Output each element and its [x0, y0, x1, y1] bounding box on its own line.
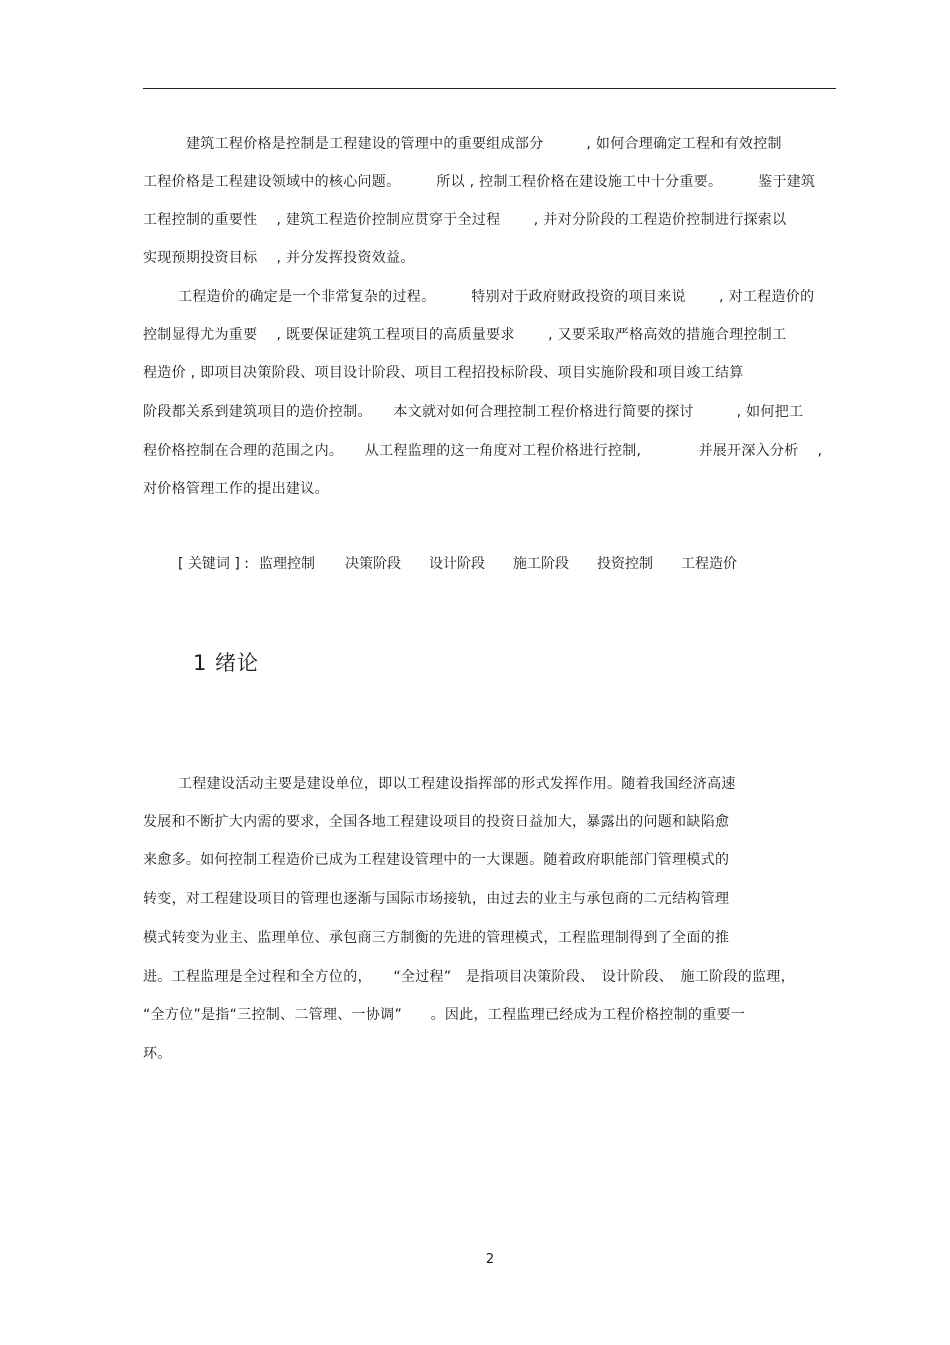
body-line: 发展和不断扩大内需的要求，全国各地工程建设项目的投资日益加大，暴露出的问题和缺陷愈: [143, 814, 730, 830]
body-line: “全方位”是指“三控制、二管理、一协调” 。因此，工程监理已经成为工程价格控制的重要一: [143, 1007, 746, 1023]
body-line: 进。工程监理是全过程和全方位的， “全过程” 是指项目决策阶段、 设计阶段、 施工阶段的监理，: [143, 969, 795, 985]
body-line: 转变，对工程建设项目的管理也逐渐与国际市场接轨，由过去的业主与承包商的二元结构管理: [143, 891, 730, 907]
body-line: 工程建设活动主要是建设单位，即以工程建设指挥部的形式发挥作用。随着我国经济高速: [178, 776, 736, 792]
abstract-line: 阶段都关系到建筑项目的造价控制。 本文就对如何合理控制工程价格进行简要的探讨 , 如何把工: [143, 404, 804, 420]
abstract-line: 程造价 , 即项目决策阶段、项目设计阶段、项目工程招投标阶段、项目实施阶段和项目竣工结算: [143, 365, 744, 381]
keyword-item: 施工阶段: [513, 556, 569, 572]
abstract-line: 工程控制的重要性 , 建筑工程造价控制应贯穿于全过程 , 并对分阶段的工程造价控制进行探索以: [143, 212, 787, 228]
keyword-item: 监理控制: [259, 556, 315, 572]
body-line: 环。: [143, 1046, 172, 1062]
abstract-line: 工程价格是工程建设领域中的核心问题。 所以 , 控制工程价格在建设施工中十分重要。 鉴于建筑: [143, 174, 816, 190]
header-rule: [143, 88, 836, 89]
page-number: 2: [485, 1252, 495, 1267]
keywords-label: [ 关键词 ] :: [178, 556, 249, 572]
body-line: 来愈多。如何控制工程造价已成为工程建设管理中的一大课题。随着政府职能部门管理模式的: [143, 852, 730, 868]
abstract-line: 程价格控制在合理的范围之内。 从工程监理的这一角度对工程价格进行控制, 并展开深入分析 ,: [143, 443, 823, 459]
abstract-line: 建筑工程价格是控制是工程建设的管理中的重要组成部分 , 如何合理确定工程和有效控制: [186, 136, 782, 152]
abstract-line: 工程造价的确定是一个非常复杂的过程。 特别对于政府财政投资的项目来说 , 对工程造价的: [178, 289, 815, 305]
keyword-item: 设计阶段: [429, 556, 485, 572]
body-line: 模式转变为业主、监理单位、承包商三方制衡的先进的管理模式，工程监理制得到了全面的推: [143, 930, 730, 946]
abstract-line: 对价格管理工作的提出建议。: [143, 481, 329, 497]
keyword-item: 投资控制: [597, 556, 653, 572]
abstract-line: 控制显得尤为重要 , 既要保证建筑工程项目的高质量要求 , 又要采取严格高效的措施合理控制工: [143, 327, 787, 343]
abstract-line: 实现预期投资目标 , 并分发挥投资效益。: [143, 250, 415, 266]
keyword-item: 工程造价: [681, 556, 737, 572]
keyword-item: 决策阶段: [345, 556, 401, 572]
section-heading: 1 绪论: [193, 651, 260, 675]
